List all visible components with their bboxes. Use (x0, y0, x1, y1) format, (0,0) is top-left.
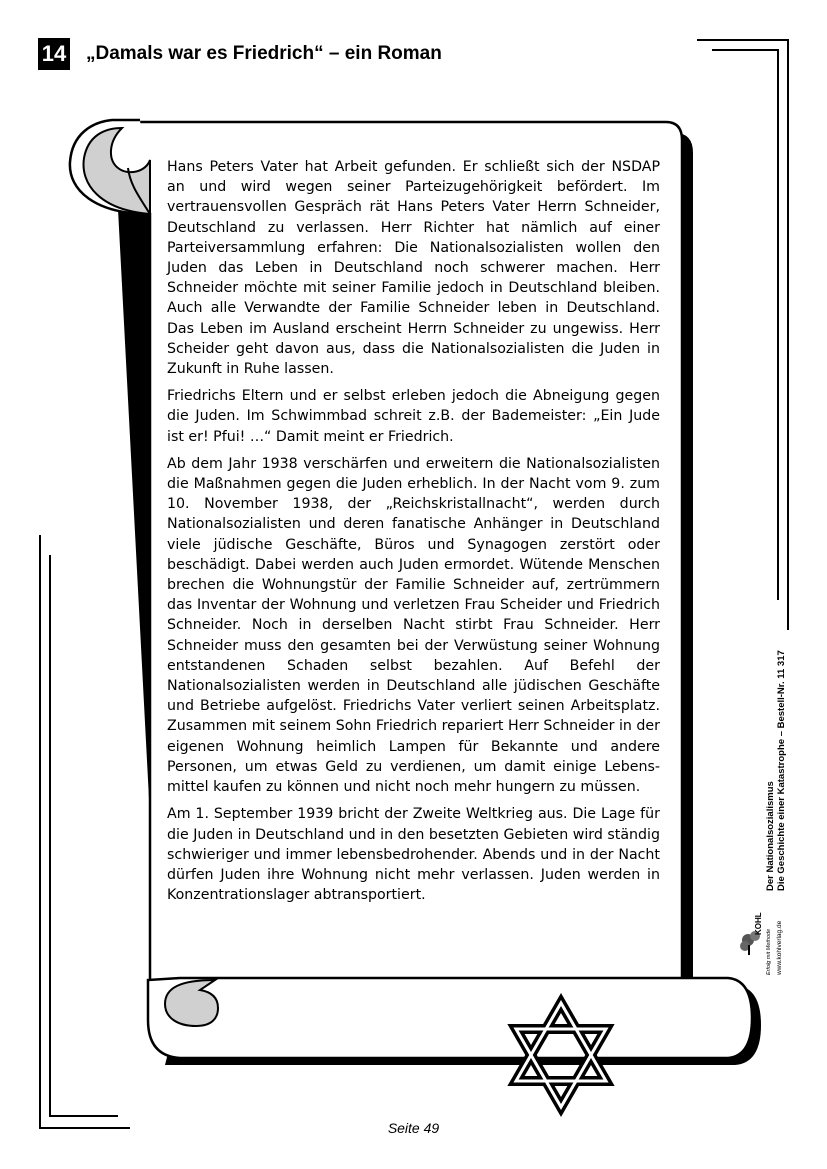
series-subtitle: Die Geschichte einer Katastrophe – Bestell-Nr. 11 317 (776, 650, 787, 891)
page-number: Seite 49 (387, 1120, 440, 1136)
scroll-text-body (167, 157, 660, 912)
paragraph: Am 1. September 1939 bricht der Zweite Weltkrieg aus. Die Lage für die Juden in Deutschland und in den besetzten Gebieten wird ständig schwieriger und immer lebensbedrohender. Abends und in der Nacht dürfen Juden ihre Wohnung nicht mehr verlassen. Juden werden in Konzentrationslager abtransportiert. (167, 806, 660, 904)
publisher-name: KOHL (754, 912, 763, 935)
paragraph: Ab dem Jahr 1938 verschärfen und erweitern die Nationalsozialisten die Maßnahmen gegen die Juden erheblich. In der Nacht vom 9. zum 10. November 1938, der „Reichskristallnacht“, werden durch Nationalsozialisten und deren fanatische Anhänger in Deutschland viele jüdische Geschäfte, Büros und Synagogen zerstört oder beschädigt. Dabei werden auch Juden ermordet. Wütende Menschen brechen die Wohnungstür der Familie Schneider auf, zertrümmern das Inventar der Wohnung und verletzen Frau Scheider und Friedrich Schneider. Noch in derselben Nacht stirbt Frau Schneider. Herr Schneider muss den gesamten bei der Verwüstung seiner Wohnung entstandenen Schaden selbst bezahlen. Auf Befehl der Nationalsozialisten werden in Deutschland alle jüdischen Geschäfte und Betriebe aufgelöst. Friedrichs Vater verliert seinen Arbeitsplatz. Zusammen mit seinem Sohn Friedrich repariert Herr Schneider in der eigenen Wohnung heimlich Lampen für Bekannte und andere Personen, um etwas Geld zu verdienen, um damit einige Lebensmittel kaufen zu können und nicht noch mehr hungern zu müssen. (167, 455, 660, 796)
paragraph: Hans Peters Vater hat Arbeit gefunden. Er schließt sich der NSDAP an und wird wegen seiner Parteizugehörigkeit befördert. Im vertrauensvollen Gespräch rät Hans Peters Vater Herrn Schneider, Deutschland zu verlassen. Herr Richter hat nämlich auf einer Parteiversammlung erfahren: Die Nationalsozialisten wollen den Juden das Leben in Deutschland noch schwerer machen. Herr Schneider möchte mit seiner Familie jedoch in Deutschland bleiben. Auch alle Verwandte der Familie Schneider leben in Deutschland. Das Leben im Ausland erscheint Herrn Schneider zu ungewiss. Herr Scheider geht davon aus, dass die Nationalsozialisten die Juden in Zukunft in Ruhe lassen. (167, 159, 660, 378)
chapter-title: „Damals war es Friedrich“ – ein Roman (86, 43, 442, 64)
publisher-tagline: Erfolg mit Methode (766, 928, 772, 975)
frame-corner-top-right (697, 40, 788, 630)
series-title: Der Nationalsozialismus (765, 781, 776, 891)
paragraph: Friedrichs Eltern und er selbst erleben jedoch die Abneigung gegen die Juden. Im Schwimmbad schreit z.B. der Bademeister: „Ein Jude ist er! Pfui! …“ Damit meint er Friedrich. (167, 388, 660, 445)
publisher-side-info (754, 615, 814, 975)
frame-corner-bottom-left (40, 535, 130, 1128)
chapter-number-badge: 14 (38, 38, 70, 70)
publisher-url: www.kohlverlag.de (776, 920, 783, 975)
